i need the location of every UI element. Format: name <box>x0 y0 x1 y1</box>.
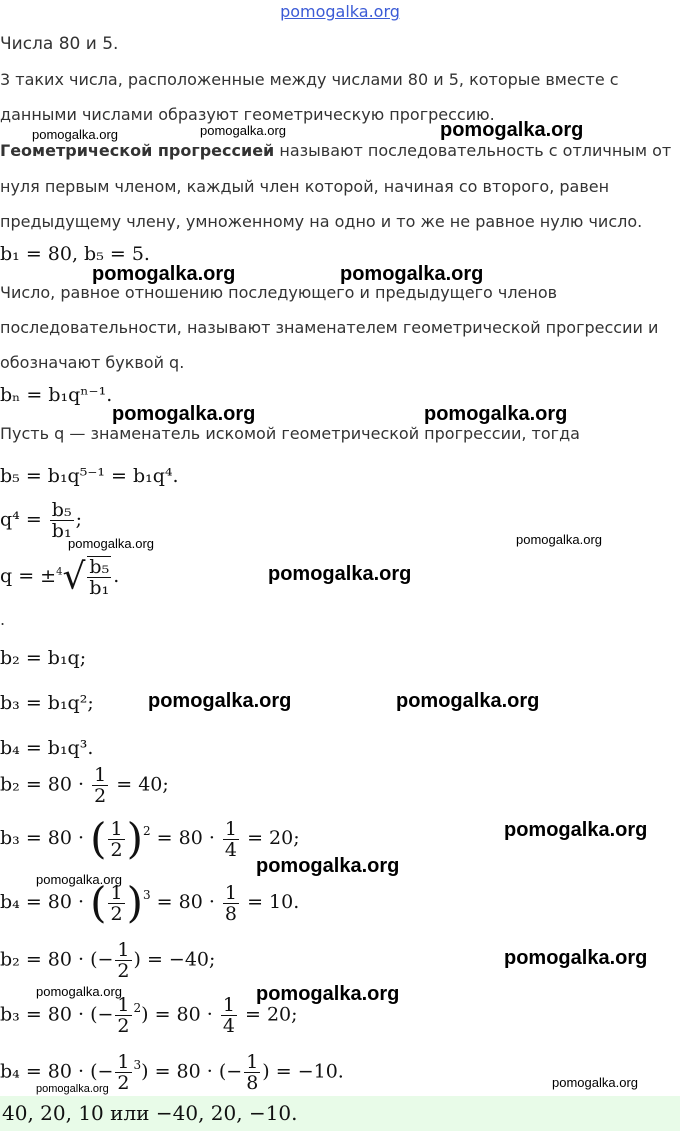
q-end: . <box>113 565 120 587</box>
fraction <box>92 765 108 806</box>
let-q-line: Пусть q — знаменатель искомой геометрической прогрессии, тогда <box>0 424 580 443</box>
calc-b2-positive <box>0 765 169 806</box>
watermark: pomogalka.org <box>340 263 484 285</box>
denominator: 2 <box>117 960 130 982</box>
fraction <box>115 1052 131 1093</box>
denominator: 8 <box>246 1072 259 1094</box>
paren-left: ( <box>90 814 107 863</box>
calc-b3-negative <box>0 995 298 1036</box>
calc-lhs: b₂ = 80 · <box>0 773 85 796</box>
watermark: pomogalka.org <box>440 119 584 141</box>
watermark: pomogalka.org <box>112 403 256 425</box>
calc-mid: = 80 · <box>156 891 215 913</box>
calc-mid: = 80 · <box>156 827 215 849</box>
watermark: pomogalka.org <box>36 1083 109 1095</box>
definition-line-3: предыдущему члену, умноженному на одно и то же не равное нулю число. <box>0 212 643 231</box>
numerator: 1 <box>246 1051 259 1073</box>
root-sign: √ <box>62 556 86 598</box>
watermark: pomogalka.org <box>68 536 154 551</box>
calc-lhs: b₄ = 80 · (− <box>0 1060 114 1083</box>
denominator: b₁ <box>51 520 72 542</box>
answer-box <box>0 1096 680 1131</box>
definition-line-1 <box>0 141 671 160</box>
denominator: 4 <box>222 1015 235 1037</box>
calc-result: = 20; <box>247 827 300 849</box>
answer-text: 40, 20, 10 или −40, 20, −10. <box>2 1101 298 1125</box>
fraction <box>221 995 237 1036</box>
power: 3 <box>142 888 151 902</box>
watermark: pomogalka.org <box>32 127 118 142</box>
denominator: 4 <box>224 838 238 861</box>
paren-left: ( <box>90 878 107 927</box>
power: 3 <box>133 1057 142 1072</box>
ratio-line-1: Число, равное отношению последующего и предыдущего членов <box>0 283 558 302</box>
calc-result: = 40; <box>116 773 169 796</box>
calc-lhs: b₂ = 80 · (− <box>0 948 114 971</box>
numerator: b₅ <box>51 499 72 521</box>
term-bold: Геометрической прогрессией <box>0 141 275 160</box>
formula-b1-b5: b₁ = 80, b₅ = 5. <box>0 243 150 265</box>
formula-q <box>0 556 119 598</box>
power: 2 <box>133 1000 142 1015</box>
denominator: 2 <box>94 785 107 807</box>
watermark: pomogalka.org <box>396 690 540 712</box>
denominator: 2 <box>117 1015 130 1037</box>
calc-mid: ) = 80 · (− <box>141 1060 243 1083</box>
formula-b5: b₅ = b₁q⁵⁻¹ = b₁q⁴. <box>0 465 179 487</box>
denominator: 8 <box>224 902 238 925</box>
denominator: 2 <box>110 902 123 925</box>
calc-mid: ) = 80 · <box>141 1003 213 1026</box>
watermark: pomogalka.org <box>36 984 122 999</box>
q4-end: ; <box>75 508 82 531</box>
power: 2 <box>142 824 151 838</box>
numerator: 1 <box>222 994 235 1016</box>
q-lhs: q = ± <box>0 565 57 587</box>
fraction-b5-b1 <box>50 500 74 541</box>
paren-right: ) <box>126 878 143 927</box>
numerator: 1 <box>224 817 238 840</box>
watermark: pomogalka.org <box>504 819 648 841</box>
formula-q4 <box>0 500 82 541</box>
site-link[interactable]: pomogalka.org <box>280 2 400 21</box>
denominator: 2 <box>117 1072 130 1094</box>
numerator: b₅ <box>89 556 110 578</box>
watermark: pomogalka.org <box>552 1075 638 1090</box>
fraction <box>108 819 124 860</box>
calc-result: = 20; <box>245 1003 298 1026</box>
ratio-line-3: обозначают буквой q. <box>0 353 185 372</box>
formula-bn: bₙ = b₁qⁿ⁻¹. <box>0 384 113 406</box>
numerator: 1 <box>117 994 130 1016</box>
fraction <box>244 1052 260 1093</box>
fraction-under-root <box>87 556 111 598</box>
calc-result: ) = −40; <box>133 948 216 971</box>
numerator: 1 <box>110 881 123 904</box>
watermark: pomogalka.org <box>504 947 648 969</box>
fraction <box>115 940 131 981</box>
watermark: pomogalka.org <box>516 532 602 547</box>
calc-b2-negative <box>0 940 215 981</box>
watermark: pomogalka.org <box>256 855 400 877</box>
root-index: 4 <box>56 566 63 578</box>
definition-line-2: нуля первым членом, каждый член которой, начиная со второго, равен <box>0 177 610 196</box>
fraction <box>108 883 124 924</box>
watermark: pomogalka.org <box>268 563 412 585</box>
numerator: 1 <box>224 881 238 904</box>
numerator: 1 <box>117 1051 130 1073</box>
task-line-2: данными числами образуют геометрическую прогрессию. <box>0 105 495 124</box>
numerator: 1 <box>94 764 107 786</box>
watermark: pomogalka.org <box>36 872 122 887</box>
watermark: pomogalka.org <box>256 983 400 1005</box>
given-numbers: Числа 80 и 5. <box>0 34 119 54</box>
calc-lhs: b₃ = 80 · (− <box>0 1003 114 1026</box>
formula-b4: b₄ = b₁q³. <box>0 737 94 759</box>
ratio-line-2: последовательности, называют знаменателем геометрической прогрессии и <box>0 318 659 337</box>
definition-text: называют последовательность с отличным от <box>274 141 672 160</box>
fraction <box>223 883 239 924</box>
watermark: pomogalka.org <box>148 690 292 712</box>
calc-b3-positive <box>0 814 300 863</box>
calc-lhs: b₃ = 80 · <box>0 827 85 849</box>
fraction <box>115 995 131 1036</box>
numerator: 1 <box>117 939 130 961</box>
watermark: pomogalka.org <box>200 123 286 138</box>
dot-line: . <box>0 610 6 629</box>
watermark: pomogalka.org <box>92 263 236 285</box>
formula-b2: b₂ = b₁q; <box>0 647 87 669</box>
paren-right: ) <box>126 814 143 863</box>
formula-b3: b₃ = b₁q²; <box>0 692 94 714</box>
denominator: b₁ <box>89 577 110 599</box>
denominator: 2 <box>110 838 123 861</box>
calc-result: ) = −10. <box>262 1060 344 1083</box>
watermark: pomogalka.org <box>424 403 568 425</box>
task-line-1: 3 таких числа, расположенные между числами 80 и 5, которые вместе с <box>0 70 619 89</box>
calc-lhs: b₄ = 80 · <box>0 891 85 913</box>
q4-lhs: q⁴ = <box>0 508 42 531</box>
calc-result: = 10. <box>247 891 300 913</box>
numerator: 1 <box>110 817 123 840</box>
fraction <box>223 819 239 860</box>
